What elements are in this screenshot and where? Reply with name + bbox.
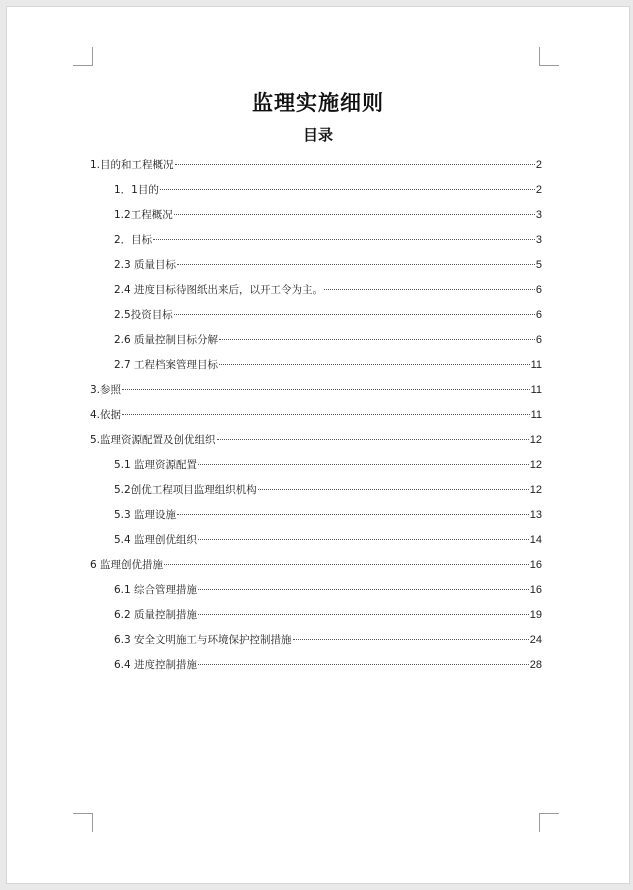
toc-entry[interactable]: [90, 403, 542, 428]
table-of-contents: [90, 153, 542, 678]
toc-dot-leader: [219, 364, 530, 365]
document-title: 监理实施细则: [252, 90, 384, 115]
toc-entry-text: 5.4 监理创优组织: [114, 534, 198, 546]
toc-entry-page-number: 12: [529, 484, 542, 496]
toc-entry-page-number: 12: [529, 459, 542, 471]
toc-entry-text: 2.5投资目标: [114, 309, 173, 321]
toc-entry[interactable]: [90, 628, 542, 653]
toc-entry-text: 5.监理资源配置及创优组织: [90, 434, 216, 446]
toc-entry[interactable]: [90, 428, 542, 453]
toc-dot-leader: [177, 264, 535, 265]
toc-entry[interactable]: [90, 353, 542, 378]
toc-entry[interactable]: [90, 603, 542, 628]
toc-entry[interactable]: [90, 253, 542, 278]
crop-mark-bottom-right: [539, 813, 540, 832]
toc-dot-leader: [198, 589, 529, 590]
toc-entry-text: 1.2工程概况: [114, 209, 173, 221]
toc-dot-leader: [217, 439, 529, 440]
toc-heading: 目录: [302, 126, 333, 144]
toc-dot-leader: [175, 164, 535, 165]
toc-entry-page-number: 16: [529, 584, 542, 596]
toc-dot-leader: [177, 514, 529, 515]
document-page: [6, 6, 630, 884]
crop-mark-top-left: [73, 65, 93, 66]
toc-dot-leader: [219, 339, 535, 340]
toc-entry[interactable]: [90, 653, 542, 678]
toc-entry-page-number: 12: [529, 434, 542, 446]
toc-entry-text: 4.依据: [90, 409, 122, 421]
crop-mark-top-right: [539, 65, 559, 66]
toc-entry[interactable]: [90, 378, 542, 403]
toc-entry-text: 2．目标: [114, 234, 153, 246]
toc-entry-page-number: 3: [535, 234, 542, 246]
toc-entry-page-number: 24: [529, 634, 542, 646]
toc-dot-leader: [293, 639, 529, 640]
toc-entry[interactable]: [90, 153, 542, 178]
crop-mark-bottom-left: [73, 813, 93, 814]
crop-mark-bottom-left: [92, 813, 93, 832]
toc-entry[interactable]: [90, 303, 542, 328]
toc-entry-text: 2.7 工程档案管理目标: [114, 359, 219, 371]
toc-entry[interactable]: [90, 278, 542, 303]
toc-dot-leader: [160, 189, 535, 190]
toc-entry-page-number: 11: [530, 409, 542, 421]
toc-dot-leader: [174, 314, 535, 315]
toc-entry-text: 6.3 安全文明施工与环境保护控制措施: [114, 634, 292, 646]
toc-entry[interactable]: [90, 553, 542, 578]
toc-entry-text: 5.1 监理资源配置: [114, 459, 198, 471]
toc-entry[interactable]: [90, 578, 542, 603]
toc-entry-text: 6.4 进度控制措施: [114, 659, 198, 671]
toc-entry-text: 1.目的和工程概况: [90, 159, 174, 171]
toc-entry-page-number: 5: [535, 259, 542, 271]
toc-entry-page-number: 6: [535, 284, 542, 296]
toc-dot-leader: [198, 664, 529, 665]
toc-entry[interactable]: [90, 528, 542, 553]
toc-entry-page-number: 3: [535, 209, 542, 221]
toc-dot-leader: [174, 214, 535, 215]
toc-dot-leader: [324, 289, 535, 290]
toc-entry-page-number: 16: [529, 559, 542, 571]
toc-entry-page-number: 19: [529, 609, 542, 621]
crop-mark-bottom-right: [539, 813, 559, 814]
toc-dot-leader: [198, 464, 529, 465]
toc-entry-text: 5.2创优工程项目监理组织机构: [114, 484, 257, 496]
toc-dot-leader: [122, 389, 530, 390]
toc-entry-page-number: 6: [535, 309, 542, 321]
toc-entry[interactable]: [90, 503, 542, 528]
toc-entry[interactable]: [90, 228, 542, 253]
toc-entry-page-number: 14: [529, 534, 542, 546]
toc-entry[interactable]: [90, 328, 542, 353]
toc-entry-text: 2.4 进度目标待图纸出来后，以开工令为主。: [114, 284, 324, 296]
toc-entry-page-number: 28: [529, 659, 542, 671]
toc-entry-text: 6.2 质量控制措施: [114, 609, 198, 621]
toc-dot-leader: [198, 614, 529, 615]
toc-dot-leader: [198, 539, 529, 540]
toc-entry-page-number: 11: [530, 359, 542, 371]
toc-dot-leader: [258, 489, 529, 490]
toc-entry-text: 2.3 质量目标: [114, 259, 177, 271]
toc-entry-text: 1．1目的: [114, 184, 159, 196]
toc-entry-page-number: 13: [529, 509, 542, 521]
toc-entry-text: 6 监理创优措施: [90, 559, 164, 571]
toc-entry-text: 5.3 监理设施: [114, 509, 177, 521]
toc-entry-page-number: 2: [535, 184, 542, 196]
toc-dot-leader: [164, 564, 529, 565]
toc-entry-page-number: 6: [535, 334, 542, 346]
toc-entry[interactable]: [90, 203, 542, 228]
toc-entry-page-number: 2: [535, 159, 542, 171]
toc-entry-page-number: 11: [530, 384, 542, 396]
toc-entry-text: 2.6 质量控制目标分解: [114, 334, 219, 346]
toc-dot-leader: [122, 414, 530, 415]
crop-mark-top-right: [539, 47, 540, 66]
toc-entry-text: 6.1 综合管理措施: [114, 584, 198, 596]
crop-mark-top-left: [92, 47, 93, 66]
toc-entry[interactable]: [90, 453, 542, 478]
toc-entry-text: 3.参照: [90, 384, 122, 396]
toc-dot-leader: [153, 239, 535, 240]
toc-entry[interactable]: [90, 478, 542, 503]
toc-entry[interactable]: [90, 178, 542, 203]
